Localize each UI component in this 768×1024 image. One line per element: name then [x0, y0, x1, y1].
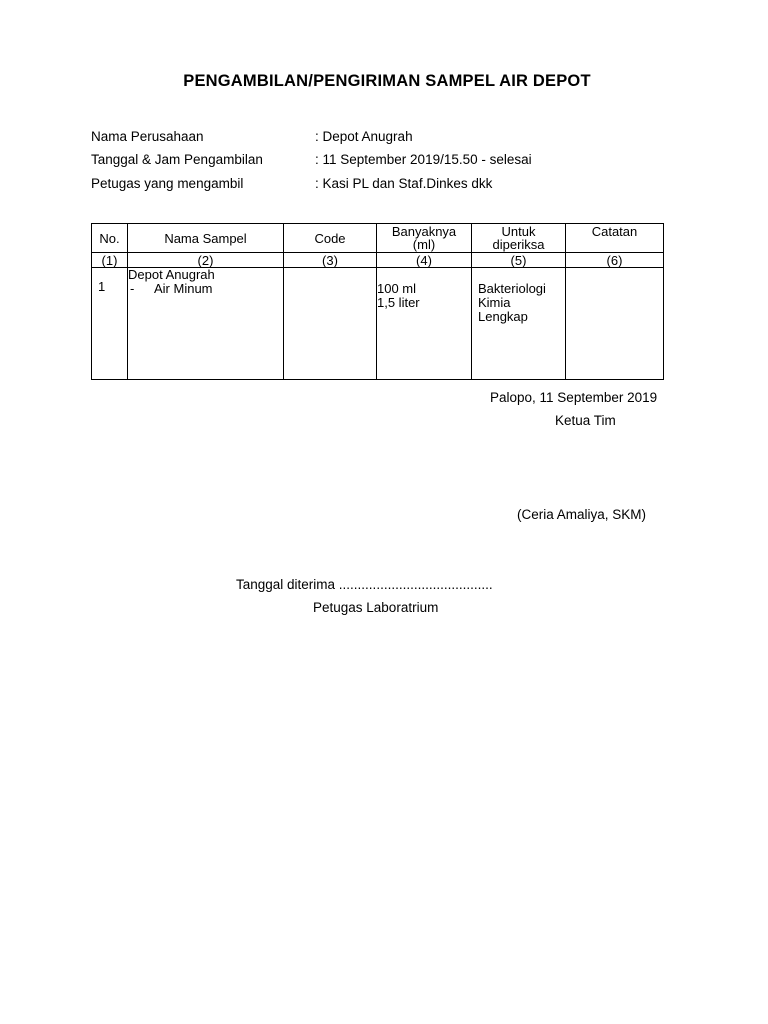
column-number: (1) — [92, 253, 128, 268]
column-header-amount: Banyaknya (ml) — [377, 224, 472, 253]
document-title: PENGAMBILAN/PENGIRIMAN SAMPEL AIR DEPOT — [183, 72, 591, 90]
lab-officer-label: Petugas Laboratrium — [313, 600, 439, 615]
column-header-code: Code — [284, 224, 377, 253]
row-no: 1 — [92, 268, 128, 380]
amount-value: 1,5 liter — [377, 295, 420, 310]
info-value-datetime: : 11 September 2019/15.50 - selesai — [315, 152, 532, 167]
test-type: Lengkap — [478, 309, 528, 324]
sample-name: Depot Anugrah — [128, 267, 215, 282]
signature-place-date: Palopo, 11 September 2019 — [490, 390, 658, 405]
row-test — [472, 268, 566, 380]
signature-name: (Ceria Amaliya, SKM) — [517, 507, 647, 522]
column-number: (6) — [566, 253, 664, 268]
row-sample-name — [128, 268, 284, 380]
info-label-datetime: Tanggal & Jam Pengambilan — [91, 152, 263, 167]
column-header-test: Untuk diperiksa — [472, 224, 566, 253]
column-number: (4) — [377, 253, 472, 268]
sample-sub-item — [128, 282, 283, 296]
column-number: (2) — [128, 253, 284, 268]
table-header-row — [92, 224, 664, 253]
column-header-sample-name: Nama Sampel — [128, 224, 284, 253]
info-value-company: : Depot Anugrah — [315, 129, 413, 144]
sample-dash: - — [130, 281, 135, 296]
test-type: Kimia — [478, 295, 511, 310]
column-header-notes: Catatan — [566, 224, 664, 253]
row-notes — [566, 268, 664, 380]
sample-table — [91, 223, 664, 380]
table-row — [92, 268, 664, 380]
test-type: Bakteriologi — [478, 281, 546, 296]
info-label-officer: Petugas yang mengambil — [91, 176, 244, 191]
sample-sub-name: Air Minum — [154, 281, 213, 296]
column-number: (3) — [284, 253, 377, 268]
column-header-no: No. — [92, 224, 128, 253]
row-code — [284, 268, 377, 380]
amount-value: 100 ml — [377, 281, 417, 296]
received-date-field: Tanggal diterima ......................................... — [236, 577, 493, 592]
info-value-officer: : Kasi PL dan Staf.Dinkes dkk — [315, 176, 493, 191]
info-label-company: Nama Perusahaan — [91, 129, 204, 144]
column-number: (5) — [472, 253, 566, 268]
column-number-row — [92, 253, 664, 268]
signature-role: Ketua Tim — [555, 413, 616, 428]
row-amount — [377, 268, 472, 380]
